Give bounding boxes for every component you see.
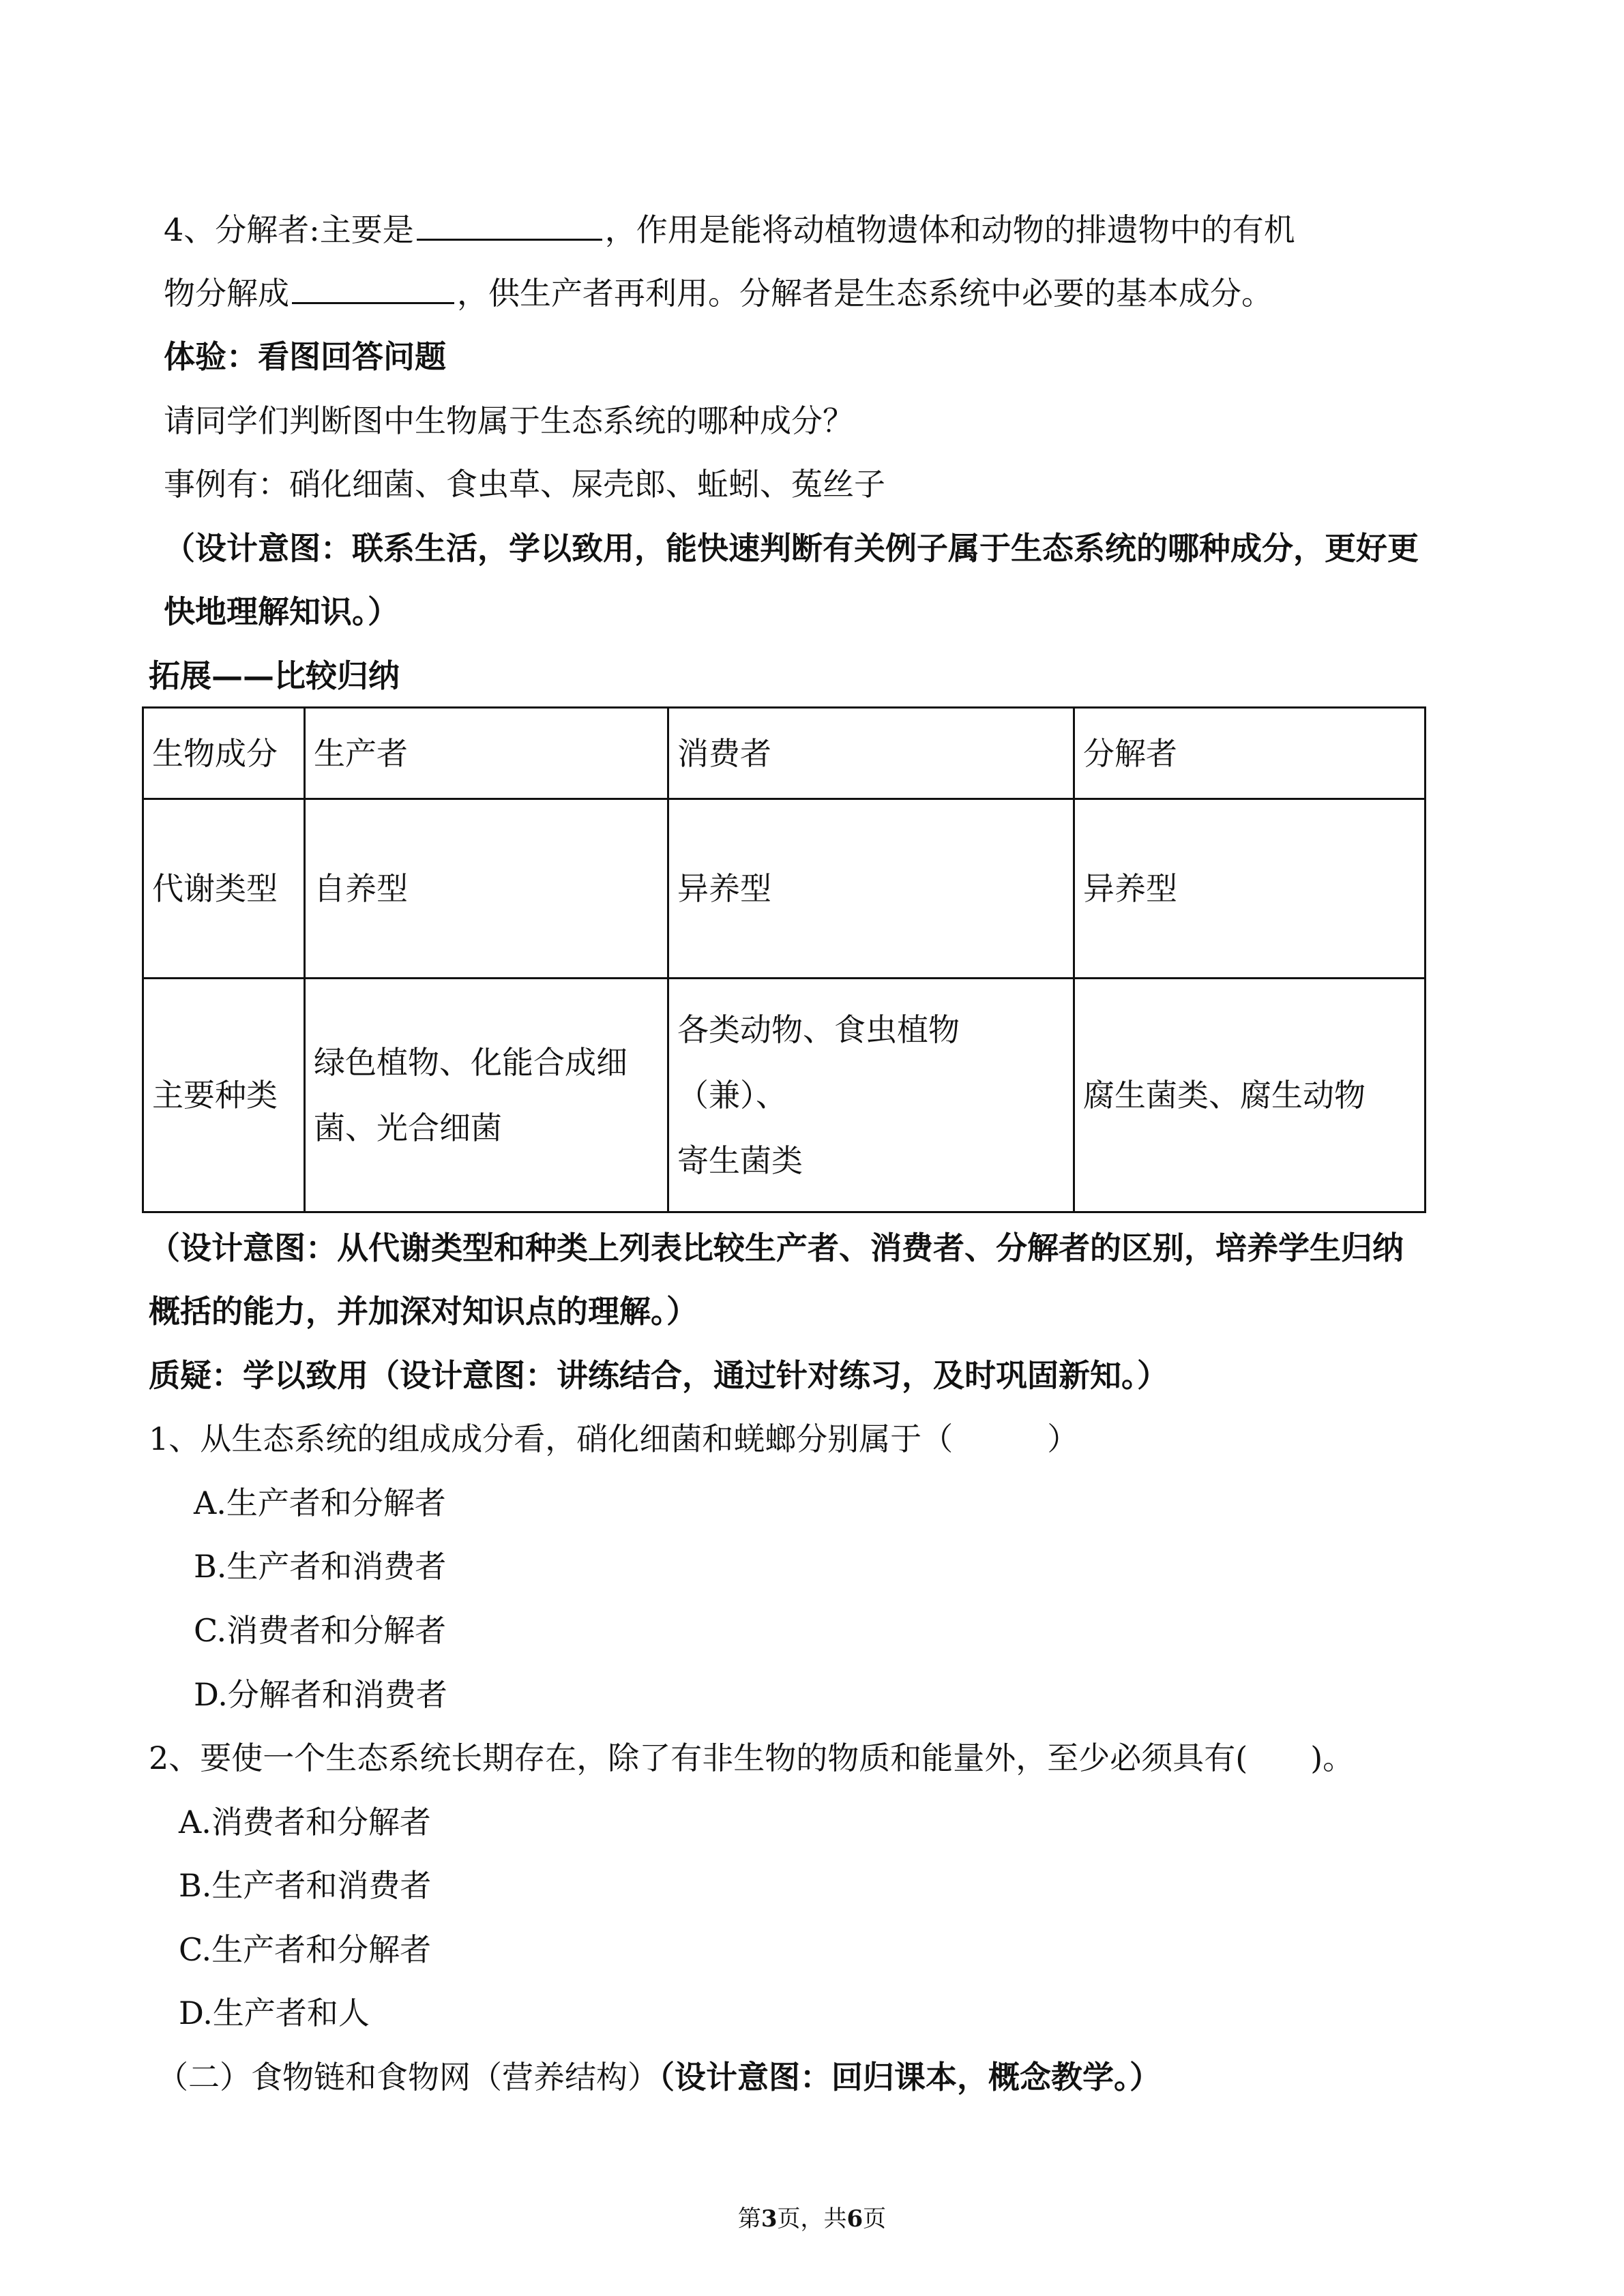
question-1-option-c: C.消费者和分解者 (194, 1612, 447, 1649)
page-total: 6 (846, 2205, 863, 2233)
table-cell: 异养型 (1074, 799, 1426, 979)
question-2: 2、要使一个生态系统长期存在，除了有非生物的物质和能量外，至少必须具有( )。 (149, 1740, 1355, 1776)
table-cell: 生物成分 (143, 708, 305, 799)
design-intent-2: （设计意图：从代谢类型和种类上列表比较生产者、消费者、分解者的区别，培养学生归纳 (149, 1229, 1404, 1266)
cell-line: 寄生菌类 (677, 1142, 803, 1179)
design-intent-1-cont: 快地理解知识。） (164, 593, 399, 630)
experience-question: 请同学们判断图中生物属于生态系统的哪种成分？ (164, 402, 854, 439)
fill-blank (417, 209, 602, 241)
table-cell: 生产者 (305, 708, 668, 799)
decomposer-text-cont: ，供生产者再利用。分解者是生态系统中必要的基本成分。 (457, 275, 1273, 312)
section-title: （二）食物链和食物网（营养结构） (157, 2059, 659, 2096)
table-cell: 代谢类型 (143, 799, 305, 979)
question-1-option-b: B.生产者和消费者 (194, 1548, 447, 1585)
decomposer-line-1 (164, 209, 1295, 250)
fill-blank (292, 272, 454, 304)
design-intent-2-cont: 概括的能力，并加深对知识点的理解。） (149, 1293, 698, 1330)
section-heading-2 (157, 2057, 1161, 2098)
experience-heading: 体验：看图回答问题 (164, 338, 446, 375)
question-2-option-d: D.生产者和人 (179, 1995, 370, 2031)
question-1: 1、从生态系统的组成成分看，硝化细菌和蜣螂分别属于（ ） (149, 1420, 1079, 1457)
question-2-option-b: B.生产者和消费者 (179, 1867, 432, 1904)
question-1-option-d: D.分解者和消费者 (194, 1676, 447, 1713)
comparison-table (142, 706, 1426, 1213)
table-row (143, 799, 1426, 979)
page-footer (0, 2204, 1624, 2234)
question-heading: 质疑：学以致用（设计意图：讲练结合，通过针对练习，及时巩固新知。） (149, 1357, 1168, 1394)
extension-heading: 拓展——比较归纳 (149, 657, 400, 694)
cell-line: （兼）、 (677, 1077, 787, 1114)
table-cell (305, 979, 668, 1212)
decomposer-text: 物分解成 (164, 275, 289, 312)
cell-line: 各类动物、食虫植物 (677, 1011, 960, 1048)
question-2-option-c: C.生产者和分解者 (179, 1931, 432, 1968)
table-cell: 腐生菌类、腐生动物 (1074, 979, 1426, 1212)
table-cell: 异养型 (668, 799, 1074, 979)
footer-text: 第 (737, 2205, 761, 2233)
cell-line: 菌、光合细菌 (314, 1109, 502, 1146)
decomposer-text-cont: ，作用是能将动植物遗体和动物的排遗物中的有机 (604, 211, 1295, 248)
cell-line: 绿色植物、化能合成细 (314, 1044, 628, 1081)
design-intent-1: （设计意图：联系生活，学以致用，能快速判断有关例子属于生态系统的哪种成分，更好更 (164, 530, 1419, 567)
table-cell: 主要种类 (143, 979, 305, 1212)
page-number: 3 (761, 2205, 778, 2233)
section-design-intent: （设计意图：回归课本，概念教学。） (659, 2059, 1161, 2096)
table-cell (668, 979, 1074, 1212)
table-row (143, 979, 1426, 1212)
experience-examples: 事例有：硝化细菌、食虫草、屎壳郎、蚯蚓、菟丝子 (164, 466, 885, 503)
table-row (143, 708, 1426, 799)
decomposer-text: 4、分解者:主要是 (164, 211, 414, 248)
decomposer-line-2 (164, 272, 1273, 314)
table-cell: 消费者 (668, 708, 1074, 799)
table-cell: 自养型 (305, 799, 668, 979)
footer-text: 页，共 (777, 2205, 847, 2233)
table-cell: 分解者 (1074, 708, 1426, 799)
question-2-option-a: A.消费者和分解者 (179, 1804, 431, 1840)
footer-text: 页 (863, 2205, 887, 2233)
question-1-option-a: A.生产者和分解者 (194, 1485, 446, 1521)
